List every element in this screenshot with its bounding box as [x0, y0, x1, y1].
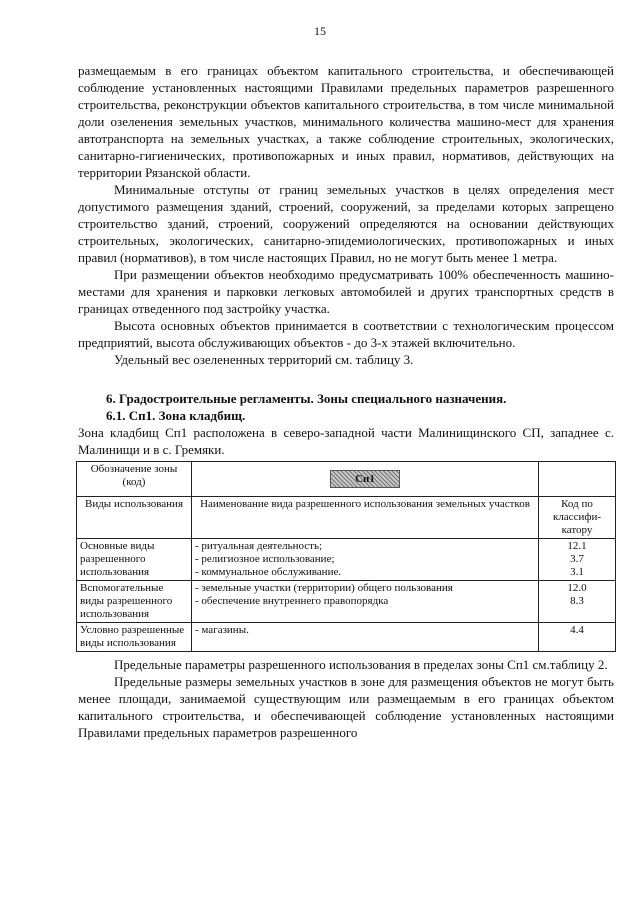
zone-code-badge: Сп1 [330, 470, 400, 488]
header-code: Код по классифи-катору [539, 497, 616, 539]
header-use-name: Наименование вида разрешенного использования земельных участков [192, 497, 539, 539]
zone-code-cell [192, 462, 539, 497]
page-content [78, 62, 614, 741]
code-value: 4.4 [570, 624, 584, 636]
table-row [77, 539, 616, 581]
paragraph: Удельный вес озелененных территорий см. таблицу 3. [114, 352, 414, 367]
page-number: 15 [314, 24, 326, 38]
zone-code-label: Обозначение зоны (код) [77, 462, 192, 497]
subsection-heading: 6.1. Сп1. Зона кладбищ. [106, 408, 246, 423]
section-heading: 6. Градостроительные регламенты. Зоны специального назначения. [106, 391, 507, 406]
uses-cell [192, 581, 539, 623]
category-cell: Вспомогательные виды разрешенного использования [77, 581, 192, 623]
list-item: - ритуальная деятельность; [195, 540, 323, 552]
paragraph: Предельные параметры разрешенного использования в пределах зоны Сп1 см.таблицу 2. [114, 657, 608, 672]
uses-cell [192, 623, 539, 652]
table-row [77, 581, 616, 623]
paragraph: размещаемым в его границах объектом капитального строительства, и обеспечивающей соблюдение установленных настоящими Правилами предельных параметров разрешенного строительства, реконструкции объектов капитального строительства, в том числе минимальной доли озеленения земельных участков, минимального количества машино-мест для хранения автотранспорта на земельных участках, а также соблюдение строительных, экологических, санитарно-гигиенических, противопожарных и иных правил, нормативов, действующих на территории Рязанской области. [78, 63, 614, 180]
table-header-row [77, 497, 616, 539]
table-row [77, 462, 616, 497]
header-uses: Виды использования [77, 497, 192, 539]
code-value: 12.1 [567, 540, 587, 552]
category-cell: Условно разрешенные виды использования [77, 623, 192, 652]
code-value: 3.1 [570, 566, 584, 578]
codes-cell [539, 581, 616, 623]
codes-cell [539, 623, 616, 652]
list-item: - обеспечение внутреннего правопорядка [195, 595, 389, 607]
codes-cell [539, 539, 616, 581]
uses-cell [192, 539, 539, 581]
paragraph: Высота основных объектов принимается в соответствии с технологическим процессом предприятий, высота обслуживающих объектов - до 3-х этажей включительно. [78, 318, 614, 350]
empty-cell [539, 462, 616, 497]
zone-table [76, 461, 616, 652]
code-value: 3.7 [570, 553, 584, 565]
paragraph: Минимальные отступы от границ земельных участков в целях определения мест допустимого размещения зданий, строений, сооружений, за пределами которых запрещено строительство зданий, строений, сооружений определяются на основании действующих строительных, экологических, санитарно-эпидемиологических, противопожарных и иных правил (нормативов), в том числе настоящих Правил, но не могут быть менее 1 метра. [78, 182, 614, 265]
list-item: - земельные участки (территории) общего пользования [195, 582, 453, 594]
list-item: - религиозное использование; [195, 553, 335, 565]
code-value: 8.3 [570, 595, 584, 607]
category-cell: Основные виды разрешенного использования [77, 539, 192, 581]
list-item: - коммунальное обслуживание. [195, 566, 342, 578]
code-value: 12.0 [567, 582, 587, 594]
paragraph: При размещении объектов необходимо предусматривать 100% обеспеченность машино-местами для хранения и парковки легковых автомобилей и других транспортных средств в границах отведенного под застройку участка. [78, 267, 614, 316]
paragraph: Предельные размеры земельных участков в зоне для размещения объектов не могут быть менее площади, занимаемой существующим или размещаемым в его границах объектом капитального строительства, и обеспечивающей соблюдение установленных настоящими Правилами предельных параметров разрешенного [78, 674, 614, 740]
list-item: - магазины. [195, 624, 249, 636]
table-row [77, 623, 616, 652]
zone-intro: Зона кладбищ Сп1 расположена в северо-западной части Малинищинского СП, западнее с. Малинищи и в с. Гремяки. [78, 425, 614, 457]
